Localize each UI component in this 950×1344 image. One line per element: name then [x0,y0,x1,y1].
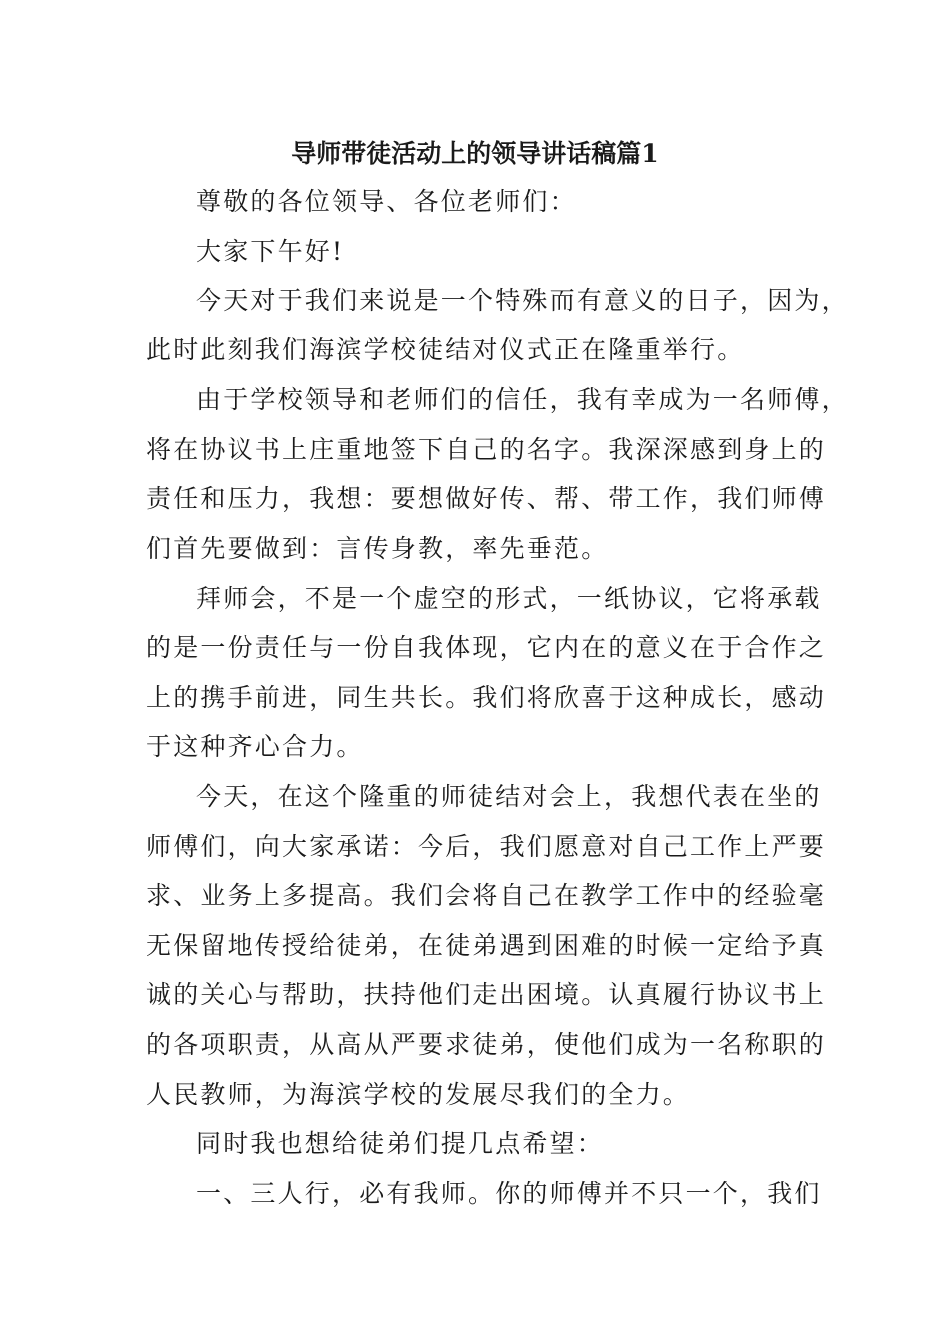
paragraph-line: 责任和压力，我想：要想做好传、帮、带工作，我们师傅 [146,484,827,513]
paragraph-line: 诚的关心与帮助，扶持他们走出困境。认真履行协议书上 [146,980,827,1009]
paragraph-line: 人民教师，为海滨学校的发展尽我们的全力。 [146,1080,691,1109]
paragraph-line: 将在协议书上庄重地签下自己的名字。我深深感到身上的 [146,435,827,464]
greeting-line: 大家下午好! [196,237,345,266]
paragraph-line: 一、三人行，必有我师。你的师傅并不只一个，我们 [196,1179,822,1208]
paragraph-line: 同时我也想给徒弟们提几点希望： [196,1129,605,1158]
paragraph-line: 求、业务上多提高。我们会将自己在教学工作中的经验毫 [146,881,827,910]
paragraph-line: 由于学校领导和老师们的信任，我有幸成为一名师傅， [196,385,849,414]
paragraph-line: 们首先要做到：言传身教，率先垂范。 [146,534,609,563]
paragraph-line: 无保留地传授给徒弟，在徒弟遇到困难的时候一定给予真 [146,931,827,960]
salutation-line: 尊敬的各位领导、各位老师们： [196,187,577,216]
paragraph-line: 拜师会，不是一个虚空的形式，一纸协议，它将承载 [196,584,822,613]
paragraph-line: 今天，在这个隆重的师徒结对会上，我想代表在坐的 [196,782,822,811]
paragraph-line: 师傅们，向大家承诺：今后，我们愿意对自己工作上严要 [146,832,827,861]
paragraph-line: 于这种齐心合力。 [146,732,364,761]
paragraph-line: 的是一份责任与一份自我体现，它内在的意义在于合作之 [146,633,827,662]
paragraph-line: 上的携手前进，同生共长。我们将欣喜于这种成长，感动 [146,683,827,712]
paragraph-line: 今天对于我们来说是一个特殊而有意义的日子，因为， [196,286,849,315]
paragraph-line: 的各项职责，从高从严要求徒弟，使他们成为一名称职的 [146,1030,827,1059]
document-title: 导师带徒活动上的领导讲话稿篇1 [291,139,659,168]
paragraph-line: 此时此刻我们海滨学校徒结对仪式正在隆重举行。 [146,335,745,364]
